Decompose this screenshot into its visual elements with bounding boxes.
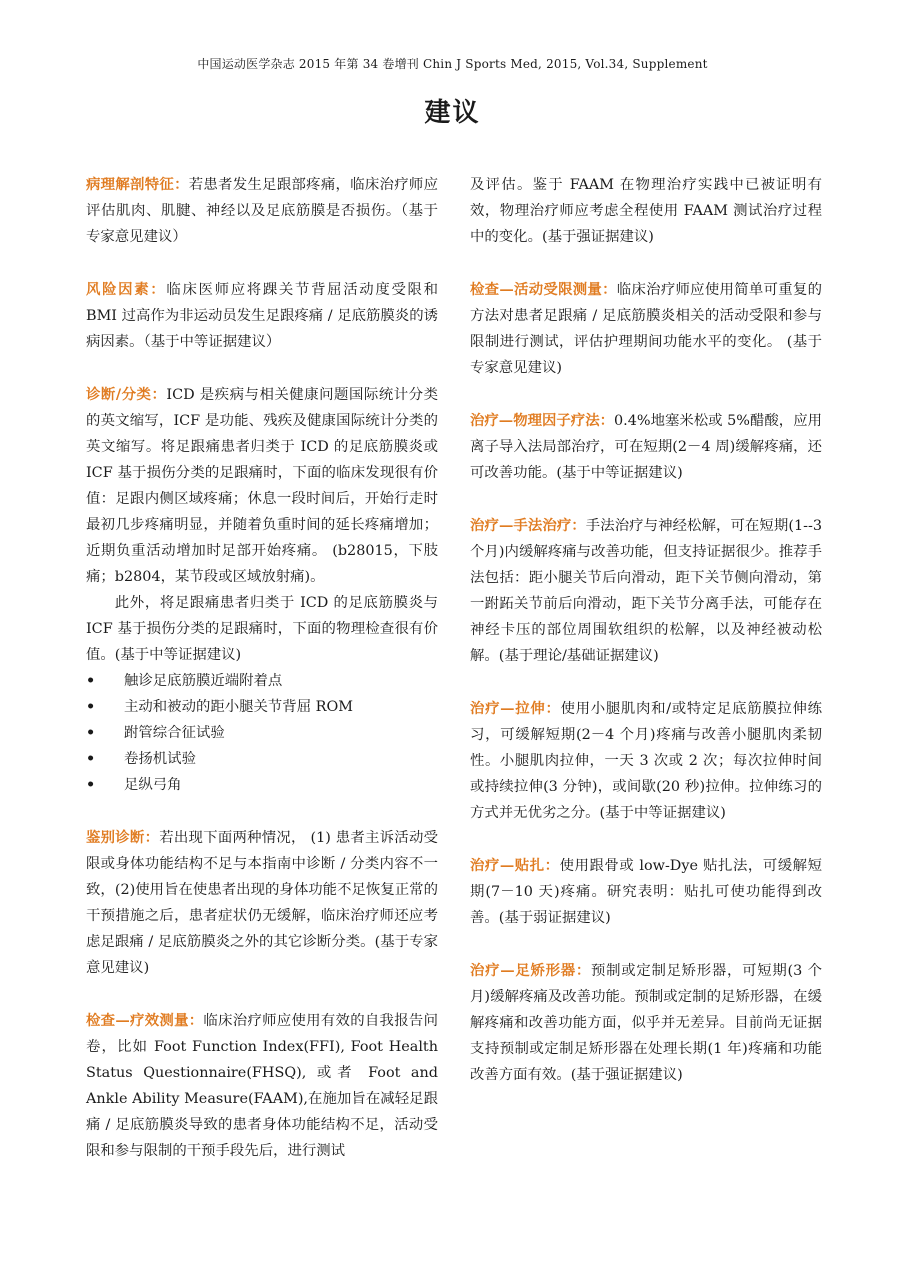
- list-item-text: 触诊足底筋膜近端附着点: [124, 673, 283, 689]
- section-risk-factors: [86, 277, 438, 355]
- section-outcome-measures: [86, 1008, 438, 1164]
- section-heading: 检查—疗效测量：: [86, 1012, 204, 1029]
- section-pathoanatomic-features: [86, 172, 438, 250]
- paragraph: [86, 277, 438, 355]
- paragraph: [86, 825, 438, 981]
- bullet-icon: •: [86, 750, 96, 767]
- section-heading: 治疗—贴扎：: [470, 857, 560, 874]
- running-header: 中国运动医学杂志 2015 年第 34 卷增刊 Chin J Sports Med, 2015, Vol.34, Supplement: [197, 57, 708, 71]
- section-text: 预制或定制足矫形器，可短期(3 个月)缓解疼痛及改善功能。预制或定制的足矫形器，在缓解疼痛和改善功能方面，似乎并无差异。目前尚无证据支持预制或定制足矫形器在处理长期(1 年)疼痛和功能改善方面有效。(基于强证据建议): [470, 963, 822, 1083]
- paragraph: [86, 172, 438, 250]
- section-activity-limitation-measures: [470, 277, 822, 381]
- paragraph: [470, 853, 822, 931]
- list-item: [86, 772, 438, 798]
- section-text: 临床治疗师应使用简单可重复的方法对患者足跟痛 / 足底筋膜炎相关的活动受限和参与限制进行测试，评估护理期间功能水平的变化。 (基于专家意见建议): [470, 282, 822, 376]
- bullet-icon: •: [86, 672, 96, 689]
- list-item-text: 主动和被动的距小腿关节背屈 ROM: [124, 699, 354, 715]
- list-item-text: 跗管综合征试验: [124, 725, 225, 741]
- paragraph: [470, 696, 822, 826]
- section-heading: 治疗—物理因子疗法：: [470, 412, 614, 429]
- bullet-icon: •: [86, 776, 96, 793]
- bullet-icon: •: [86, 724, 96, 741]
- section-text: 使用小腿肌肉和/或特定足底筋膜拉伸练习，可缓解短期(2－4 个月)疼痛与改善小腿肌肉柔韧性。小腿肌肉拉伸，一天 3 次或 2 次；每次拉伸时间或持续拉伸(3 分钟)，或间歇(20 秒)拉伸。拉伸练习的方式并无优劣之分。(基于中等证据建议): [470, 701, 822, 821]
- section-heading: 风险因素：: [86, 281, 167, 298]
- paragraph: 及评估。鉴于 FAAM 在物理治疗实践中已被证明有效，物理治疗师应考虑全程使用 FAAM 测试治疗过程中的变化。(基于强证据建议): [470, 177, 822, 245]
- paragraph: [470, 958, 822, 1088]
- list-item-text: 足纵弓角: [124, 777, 182, 793]
- exam-list: [86, 668, 438, 798]
- section-heading: 治疗—拉伸：: [470, 700, 561, 717]
- list-item: [86, 668, 438, 694]
- bullet-icon: •: [86, 698, 96, 715]
- section-text: 若出现下面两种情况， (1) 患者主诉活动受限或身体功能结构不足与本指南中诊断 / 分类内容不一致，(2)使用旨在使患者出现的身体功能不足恢复正常的干预措施之后，患者症状仍无缓解，临床治疗师还应考虑足跟痛 / 足底筋膜炎之外的其它诊断分类。(基于专家意见建议): [86, 830, 438, 976]
- paragraph: [470, 513, 822, 669]
- section-heading: 鉴别诊断：: [86, 829, 160, 846]
- section-heading: 治疗—足矫形器：: [470, 962, 591, 979]
- section-text: 使用跟骨或 low-Dye 贴扎法，可缓解短期(7－10 天)疼痛。研究表明：贴扎可使功能得到改善。(基于弱证据建议): [470, 858, 822, 926]
- section-text: 0.4%地塞米松或 5%醋酸，应用离子导入法局部治疗，可在短期(2－4 周)缓解疼痛，还可改善功能。(基于中等证据建议): [470, 413, 822, 481]
- list-item-text: 卷扬机试验: [124, 751, 196, 767]
- section-manual-therapy: [470, 513, 822, 669]
- section-text: ICD 是疾病与相关健康问题国际统计分类的英文缩写，ICF 是功能、残疾及健康国际统计分类的英文缩写。将足跟痛患者归类于 ICD 的足底筋膜炎或 ICF 基于损伤分类的足跟痛时，下面的临床发现很有价值：足跟内侧区域疼痛；休息一段时间后，开始行走时最初几步疼痛明显，并随着负重时间的延长疼痛增加；近期负重活动增加时足部开始疼痛。 (b28015，下肢痛；b2804，某节段或区域放射痛)。: [86, 387, 438, 585]
- list-item: [86, 720, 438, 746]
- section-stretching: [470, 696, 822, 826]
- section-diagnosis-classification: [86, 382, 438, 798]
- section-physical-agents: [470, 408, 822, 486]
- right-column: [470, 172, 822, 1115]
- section-foot-orthoses: [470, 958, 822, 1088]
- list-item: [86, 694, 438, 720]
- section-text: 临床治疗师应使用有效的自我报告问卷，比如 Foot Function Index(FFI), Foot Health Status Questionnaire(FHSQ), 或者 Foot and Ankle Ability Measure(FAAM),在施加旨在减轻足跟痛 / 足底筋膜炎导致的患者身体功能结构不足，活动受限和参与限制的干预手段先后，进行测试: [86, 1013, 438, 1159]
- section-outcome-measures-continued: [470, 172, 822, 250]
- page-title: 建议: [424, 98, 481, 128]
- section-differential-diagnosis: [86, 825, 438, 981]
- section-heading: 治疗—手法治疗：: [470, 517, 586, 534]
- section-text: 手法治疗与神经松解，可在短期(1--3 个月)内缓解疼痛与改善功能，但支持证据很少。推荐手法包括：距小腿关节后向滑动，距下关节侧向滑动，第一跗跖关节前后向滑动，距下关节分离手法，可能存在神经卡压的部位周围软组织的松解，以及神经被动松解。(基于理论/基础证据建议): [470, 518, 822, 664]
- section-text: 若患者发生足跟部疼痛，临床治疗师应评估肌肉、肌腱、神经以及足底筋膜是否损伤。（基于专家意见建议）: [86, 177, 438, 245]
- paragraph: 此外，将足跟痛患者归类于 ICD 的足底筋膜炎与 ICF 基于损伤分类的足跟痛时，下面的物理检查很有价值。(基于中等证据建议): [86, 595, 438, 663]
- paragraph: [470, 408, 822, 486]
- paragraph: [470, 277, 822, 381]
- section-text: 临床医师应将踝关节背屈活动度受限和 BMI 过高作为非运动员发生足跟疼痛 / 足底筋膜炎的诱病因素。（基于中等证据建议）: [86, 282, 438, 350]
- left-column: [86, 172, 438, 1191]
- section-heading: 病理解剖特征：: [86, 176, 189, 193]
- section-heading: 诊断/分类：: [86, 386, 167, 403]
- list-item: [86, 746, 438, 772]
- paragraph: [86, 1008, 438, 1164]
- section-heading: 检查—活动受限测量：: [470, 281, 617, 298]
- section-taping: [470, 853, 822, 931]
- paragraph: [86, 382, 438, 590]
